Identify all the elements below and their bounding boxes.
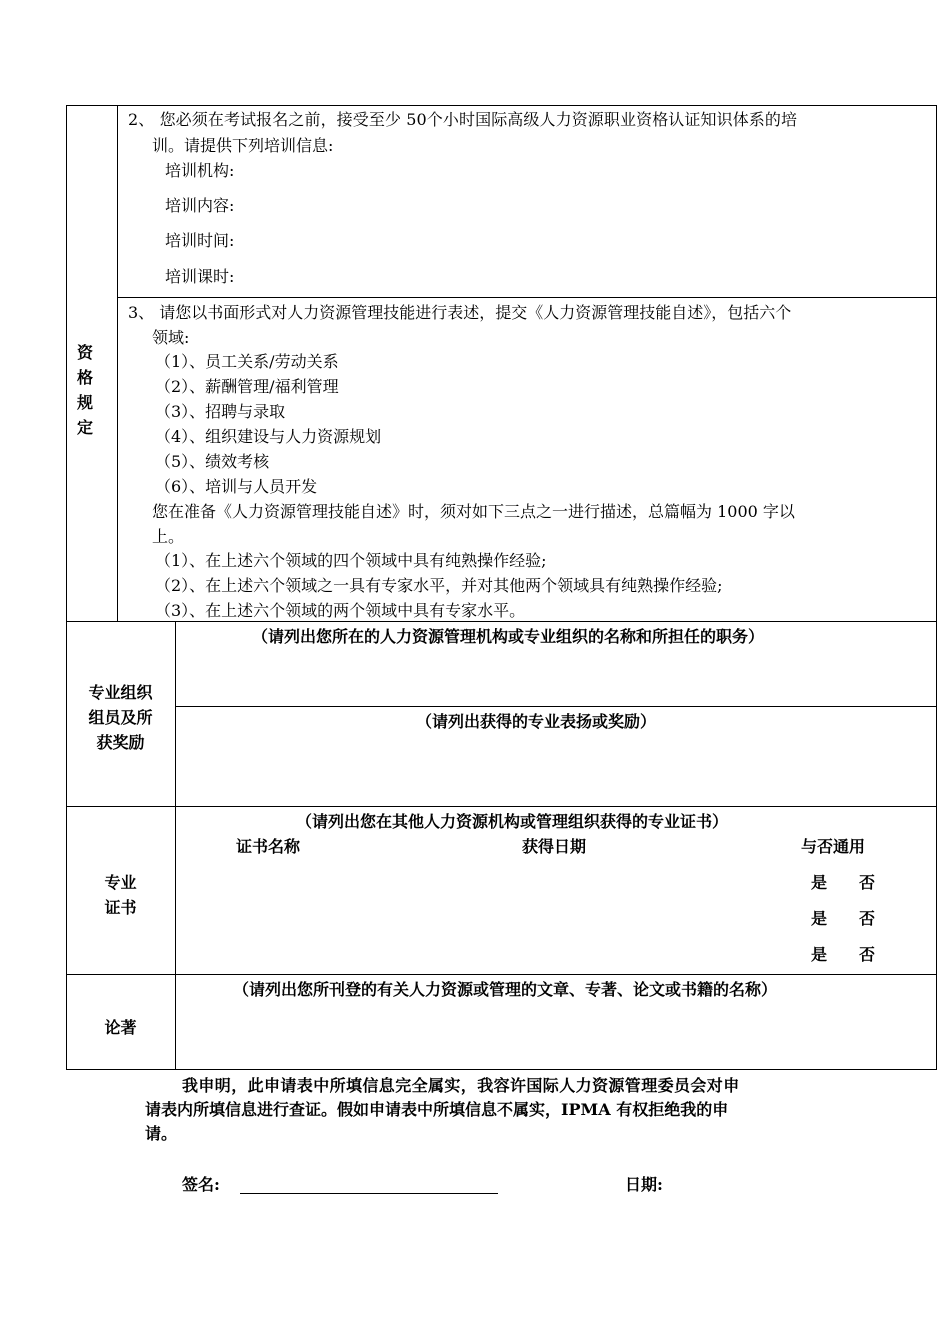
declaration-line1: 我申明，此申请表中所填信息完全属实，我容许国际人力资源管理委员会对申 <box>182 1076 740 1095</box>
item3-line1: 3、 请您以书面形式对人力资源管理技能进行表述，提交《人力资源管理技能自述》，包括六个 <box>128 303 792 322</box>
awards-hint: （请列出获得的专业表扬或奖励） <box>416 712 657 731</box>
training-institution-field[interactable]: 培训机构: <box>165 161 235 180</box>
qualification-label <box>75 340 95 440</box>
item3-line2: 领域: <box>152 328 190 347</box>
declaration-line2: 请表内所填信息进行查证。假如申请表中所填信息不属实，IPMA 有权拒绝我的申 <box>145 1100 729 1119</box>
membership-label-line: 专业组织 <box>88 683 153 702</box>
publications-entry-area[interactable] <box>176 1003 936 1068</box>
option-item: （3）、在上述六个领域的两个领域中具有专家水平。 <box>155 601 526 620</box>
domain-item: （2）、薪酬管理/福利管理 <box>155 377 339 396</box>
training-time-field[interactable]: 培训时间: <box>165 231 235 250</box>
domain-item: （5）、绩效考核 <box>155 452 270 471</box>
item2-line2: 训。请提供下列培训信息: <box>152 136 334 155</box>
training-content-field[interactable]: 培训内容: <box>165 196 235 215</box>
yes-option[interactable]: 是 <box>811 873 828 892</box>
membership-label-line: 组员及所 <box>88 708 153 727</box>
membership-label-line: 获奖励 <box>96 733 145 752</box>
no-option[interactable]: 否 <box>859 945 876 964</box>
col-certificate-name: 证书名称 <box>236 837 301 856</box>
certificates-label-line: 证书 <box>104 898 137 917</box>
training-hours-field[interactable]: 培训课时: <box>165 267 235 286</box>
prep-line1: 您在准备《人力资源管理技能自述》时，须对如下三点之一进行描述，总篇幅为 1000 字以 <box>152 502 795 521</box>
publications-hint: （请列出您所刊登的有关人力资源或管理的文章、专著、论文或书籍的名称） <box>233 980 778 999</box>
org-hint: （请列出您所在的人力资源管理机构或专业组织的名称和所担任的职务） <box>252 627 765 646</box>
certificates-hint: （请列出您在其他人力资源机构或管理组织获得的专业证书） <box>296 812 729 831</box>
signature-field[interactable] <box>240 1175 498 1194</box>
certificates-label-line: 专业 <box>104 873 137 892</box>
membership-label <box>66 680 175 755</box>
certificates-label <box>66 870 175 920</box>
awards-entry-area[interactable] <box>176 735 936 805</box>
domain-item: （4）、组织建设与人力资源规划 <box>155 427 382 446</box>
prep-line2: 上。 <box>152 527 185 546</box>
qualification-label-char: 定 <box>76 418 93 437</box>
domain-item: （3）、招聘与录取 <box>155 402 286 421</box>
yes-option[interactable]: 是 <box>811 909 828 928</box>
signature-label: 签名: <box>182 1175 220 1194</box>
domain-item: （6）、培训与人员开发 <box>155 477 318 496</box>
yes-option[interactable]: 是 <box>811 945 828 964</box>
date-field[interactable] <box>670 1175 850 1193</box>
item2-line1: 2、 您必须在考试报名之前，接受至少 50个小时国际高级人力资源职业资格认证知识体系的培 <box>128 110 798 129</box>
col-valid: 与否通用 <box>801 837 866 856</box>
qualification-label-char: 资 <box>76 343 93 362</box>
publications-label: 论著 <box>104 1018 137 1037</box>
no-option[interactable]: 否 <box>859 873 876 892</box>
domain-item: （1）、员工关系/劳动关系 <box>155 352 339 371</box>
no-option[interactable]: 否 <box>859 909 876 928</box>
col-obtained-date: 获得日期 <box>522 837 587 856</box>
qualification-label-char: 规 <box>76 393 93 412</box>
date-label: 日期: <box>625 1175 663 1194</box>
option-item: （2）、在上述六个领域之一具有专家水平，并对其他两个领域具有纯熟操作经验; <box>155 576 723 595</box>
qualification-label-char: 格 <box>76 368 93 387</box>
declaration-line3: 请。 <box>145 1124 178 1143</box>
org-entry-area[interactable] <box>176 650 936 705</box>
option-item: （1）、在上述六个领域的四个领域中具有纯熟操作经验; <box>155 551 547 570</box>
